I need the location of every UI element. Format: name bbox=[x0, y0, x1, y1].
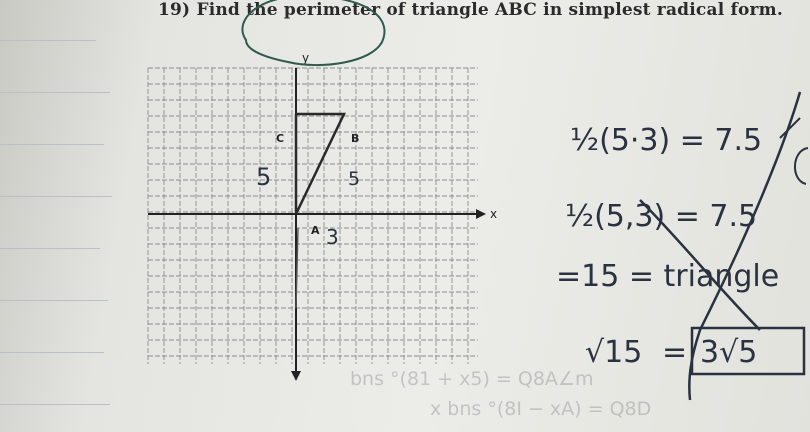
bleed-through-text: x bns °(8I − xA) = Q8D bbox=[430, 398, 652, 420]
y-axis-label: y bbox=[302, 51, 310, 65]
side-length-hyp: 5 bbox=[348, 168, 361, 190]
work-line-4-left: √15 bbox=[585, 335, 643, 370]
side-length-cb: 5 bbox=[256, 163, 272, 191]
x-axis-label: x bbox=[490, 207, 498, 221]
boxed-answer: 3√5 bbox=[700, 335, 758, 370]
bleed-through-text: bns °(81 + x5) = Q8A∠m bbox=[350, 368, 594, 390]
work-line-3: =15 = triangle bbox=[556, 259, 780, 294]
question-prompt: Find the perimeter of triangle ABC in simplest radical form. bbox=[196, 0, 783, 20]
point-b-label: B bbox=[351, 132, 360, 145]
work-line-2: ½(5,3) = 7.5 bbox=[565, 199, 758, 234]
edge-mark bbox=[795, 148, 808, 184]
question-number: 19) bbox=[158, 0, 191, 20]
work-line-4-equals: = bbox=[662, 335, 688, 370]
circle-scribble bbox=[242, 0, 384, 65]
point-c-label: C bbox=[276, 132, 285, 145]
work-line-1: ½(5·3) = 7.5 bbox=[570, 123, 763, 158]
point-a-label: A bbox=[311, 224, 320, 237]
side-length-ca: 3 bbox=[326, 225, 339, 249]
